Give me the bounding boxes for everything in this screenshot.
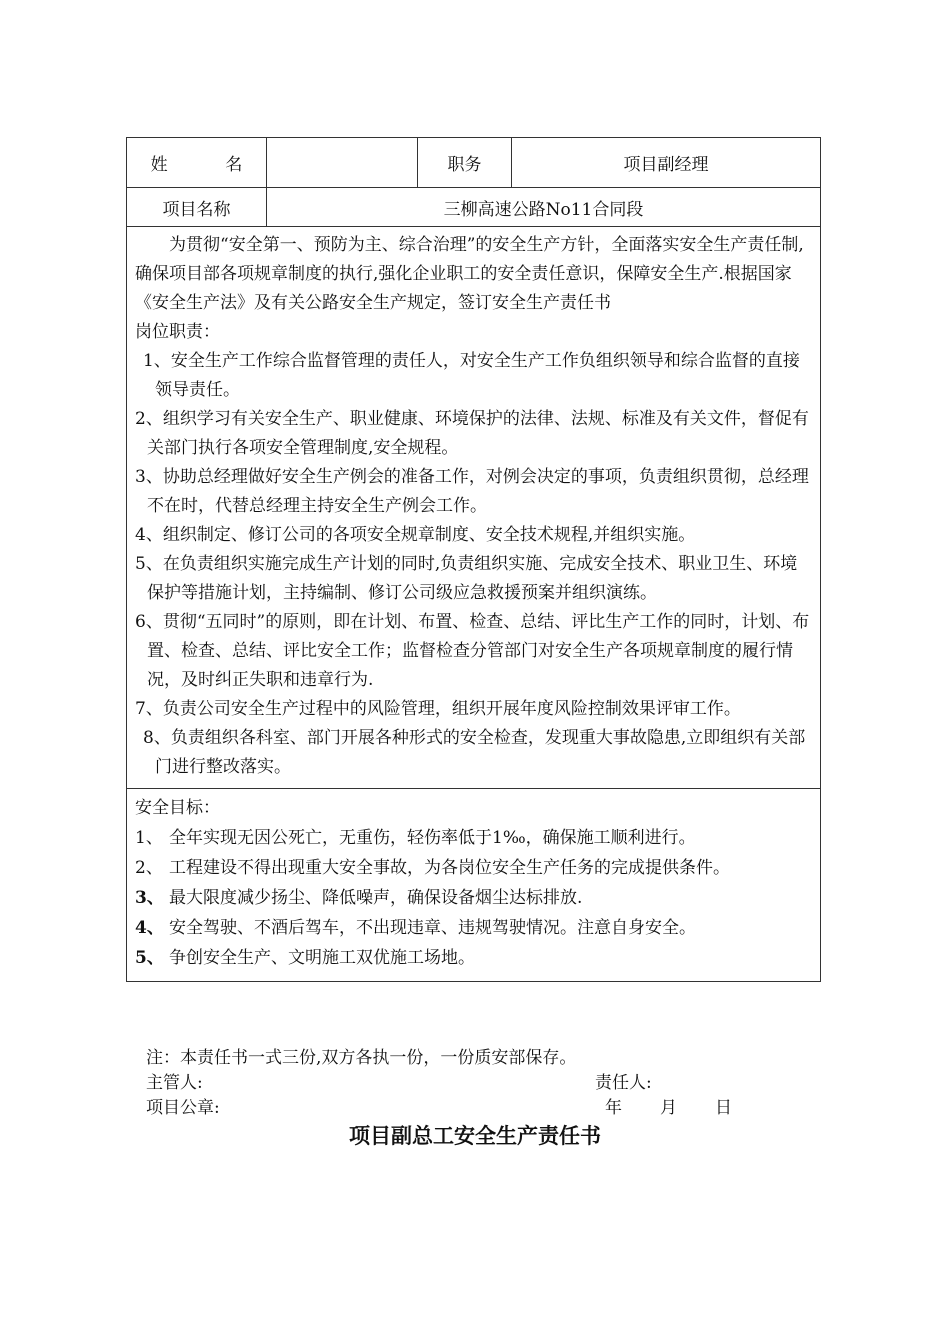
goal-number: 4、 [135,918,164,938]
goal-item [135,913,812,943]
responsibility-table [126,137,821,982]
goal-item [135,943,812,973]
name-label: 姓 名 [127,138,267,188]
month-label: 月 [660,1098,677,1118]
position-value: 项目副经理 [512,138,821,188]
goal-item [135,853,812,883]
duty-item: 8、负责组织各科室、部门开展各种形式的安全检查，发现重大事故隐患,立即组织有关部门进行整改落实。 [143,728,806,777]
intro-paragraph: 为贯彻“安全第一、预防为主、综合治理”的安全生产方针，全面落实安全生产责任制,确保项目部各项规章制度的执行,强化企业职工的安全责任意识，保障安全生产.根据国家《安全生产法》及有关公路安全生产规定，签订安全生产责任书 [135,235,804,313]
project-seal-label: 项目公章: [146,1098,220,1118]
duties-heading: 岗位职责： [135,322,220,342]
duties-section [127,227,821,789]
next-document-title: 项目副总工安全生产责任书 [349,1124,601,1148]
footer-note: 注：本责任书一式三份,双方各执一份，一份质安部保存。 [146,1048,577,1068]
goal-text: 争创安全生产、文明施工双优施工场地。 [169,948,475,968]
name-value [267,138,418,188]
goal-text: 全年实现无因公死亡，无重伤，轻伤率低于1‰，确保施工顺利进行。 [169,828,696,848]
year-label: 年 [605,1098,622,1118]
project-name-label: 项目名称 [127,188,267,227]
goals-section [127,789,821,982]
goal-number: 2、 [135,858,163,878]
goal-number: 3、 [135,888,164,908]
project-name-value: 三柳高速公路No11合同段 [267,188,821,227]
goal-text: 最大限度减少扬尘、降低噪声，确保设备烟尘达标排放. [169,888,583,908]
duty-item: 5、在负责组织实施完成生产计划的同时,负责组织实施、完成安全技术、职业卫生、环境保护等措施计划，主持编制、修订公司级应急救援预案并组织演练。 [135,554,798,603]
duty-item: 4、组织制定、修订公司的各项安全规章制度、安全技术规程,并组织实施。 [135,525,696,545]
responsible-label: 责任人: [595,1073,652,1093]
date-line [605,1096,770,1120]
supervisor-label: 主管人: [146,1073,203,1093]
goals-heading: 安全目标： [135,798,220,818]
goal-item [135,823,812,853]
duty-item: 3、协助总经理做好安全生产例会的准备工作，对例会决定的事项，负责组织贯彻，总经理不在时，代替总经理主持安全生产例会工作。 [135,467,809,516]
duty-item: 1、安全生产工作综合监督管理的责任人，对安全生产工作负组织领导和综合监督的直接领导责任。 [143,351,800,400]
day-label: 日 [715,1098,732,1118]
position-label: 职务 [418,138,512,188]
duty-item: 6、贯彻“五同时”的原则，即在计划、布置、检查、总结、评比生产工作的同时，计划、布置、检查、总结、评比安全工作；监督检查分管部门对安全生产各项规章制度的履行情况，及时纠正失职和违章行为. [135,612,810,690]
goal-item [135,883,812,913]
goal-number: 1、 [135,828,163,848]
goal-text: 安全驾驶、不酒后驾车，不出现违章、违规驾驶情况。注意自身安全。 [169,918,696,938]
goal-number: 5、 [135,948,164,968]
duty-item: 2、组织学习有关安全生产、职业健康、环境保护的法律、法规、标准及有关文件，督促有关部门执行各项安全管理制度,安全规程。 [135,409,809,458]
goal-text: 工程建设不得出现重大安全事故，为各岗位安全生产任务的完成提供条件。 [169,858,730,878]
duty-item: 7、负责公司安全生产过程中的风险管理，组织开展年度风险控制效果评审工作。 [135,699,741,719]
